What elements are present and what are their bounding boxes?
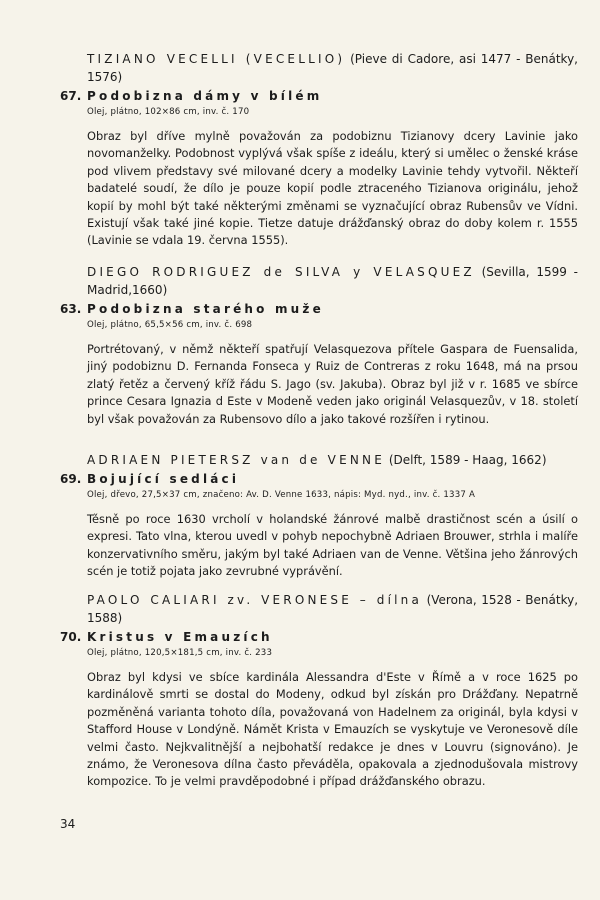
entry-number: 69. [60,472,82,486]
artist-name: PAOLO CALIARI zv. VERONESE – dílna [87,593,423,607]
page-number: 34 [60,817,76,831]
painting-description: Portrétovaný, v němž někteří spatřují Velasquezova přítele Gaspara de Fuensalida, jiný podobiznu D. Fernanda Fonseca y Ruiz de Contreras z roku 1648, má na prsou zlatý řetěz a červený kříž řádu S. Jago (sv. Jakuba). Obraz byl již v r. 1685 ve sbírce prince Cesara Ignazia d Este v Modeně veden jako originál Velasquezův, v 18. století byl však považován za Rubensovo dílo a jako takové rozšířen i rytinou. [87,342,578,426]
artist-name: DIEGO RODRIGUEZ de SILVA y VELASQUEZ [87,265,475,279]
entry-number: 63. [60,302,82,316]
painting-meta: Olej, plátno, 65,5×56 cm, inv. č. 698 [87,320,253,330]
catalog-entry [60,50,578,250]
artist-heading [87,50,578,86]
artist-info: (Pieve di Cadore, asi 1477 - Benátky, 1576) [87,52,578,84]
painting-title: Podobizna dámy v bílém [87,89,323,103]
artist-heading [87,591,578,627]
artist-heading [87,263,578,299]
artist-name: TIZIANO VECELLI (VECELLIO) [87,52,346,66]
entry-title-row [60,472,578,486]
entry-number: 70. [60,630,82,644]
entry-title-row [60,89,578,103]
catalog-entry [60,451,578,581]
artist-info: (Delft, 1589 - Haag, 1662) [388,453,547,467]
painting-meta: Olej, plátno, 120,5×181,5 cm, inv. č. 233 [87,648,273,658]
painting-title: Podobizna starého muže [87,302,324,316]
artist-info: (Verona, 1528 - Benátky, 1588) [87,593,579,625]
painting-description: Obraz byl kdysi ve sbíce kardinála Alessandra d'Este v Římě a v roce 1625 po kardinálově smrti se dostal do Modeny, odkud byl získán pro Drážďany. Nepatrně pozměněná varianta tohoto díla, považovaná von Hadelnem za originál, byla kdysi v Stafford House v Londýně. Námět Krista v Emauzích se vyskytuje ve Veronesově díle velmi často. Nejkvalitnější a nejbohatší redakce je dnes v Louvru (signováno). Je známo, že Veronesova dílna často převáděla, opakovala a zjednodušovala mistrovy kompozice. To je velmi pravděpodobné i případ drážďanského obrazu. [87,670,578,789]
painting-description: Obraz byl dříve mylně považován za podobiznu Tizianovy dcery Lavinie jako novomanželky. Podobnost vyplývá však spíše z ideálu, který si umělec o ženské kráse pod vlivem představy své milované dcery a modelky Lavinie tehdy vytvořil. Někteří badatelé soudí, že dílo je pouze kopií podle ztraceného Tizianova originálu, jehož kopií by mohl být také některými změnami se vyznačující obraz Rubensův ve Vídni. Existují však také jiné kopie. Tietze datuje drážďanský obraz do doby kolem r. 1555 (Lavinie se vdala 19. června 1555). [87,129,578,248]
painting-title: Kristus v Emauzích [87,630,273,644]
painting-title: Bojující sedláci [87,472,240,486]
entry-title-row [60,630,578,644]
painting-description: Těsně po roce 1630 vrcholí v holandské žánrové malbě drastičnost scén a úsilí o expresi. Tato vlna, kterou uvedl v pohyb nepochybně Adriaen Brouwer, strhla i malíře konzervativního směru, jakým byl také Adriaen van de Venne. Většina jeho žánrových scén je totiž pojata jako zevrubné vyprávění. [87,512,578,579]
catalog-entry [60,591,578,791]
catalog-entry [60,263,578,428]
artist-info: (Sevilla, 1599 - Madrid,1660) [87,265,578,297]
entry-title-row [60,302,578,316]
entry-number: 67. [60,89,82,103]
artist-heading [87,451,578,469]
painting-meta: Olej, dřevo, 27,5×37 cm, značeno: Av. D. Venne 1633, nápis: Myd. nyd., inv. č. 1337 A [87,490,476,500]
painting-meta: Olej, plátno, 102×86 cm, inv. č. 170 [87,107,250,117]
artist-name: ADRIAEN PIETERSZ van de VENNE [87,453,385,467]
